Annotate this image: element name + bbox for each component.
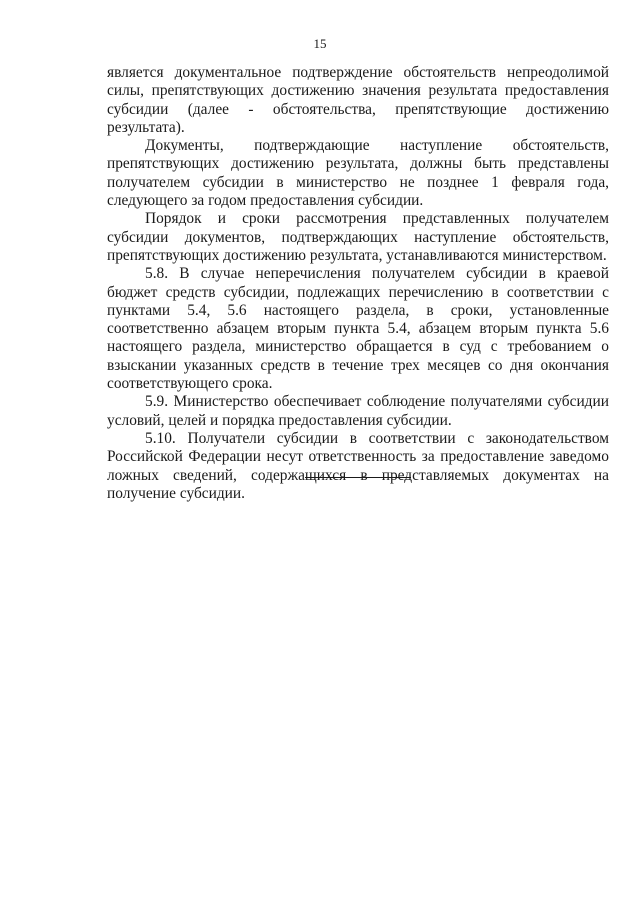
document-body [107,64,609,503]
paragraph-5-10: 5.10. Получатели субсидии в соответствии с законодательством Российской Федерации несут ответственность за предоставление заведомо ложных сведений, содержащихся в представляемых документах на получение субсидии. [107,429,609,502]
paragraph-5-9: 5.9. Министерство обеспечивает соблюдение получателями субсидии условий, целей и порядка предоставления субсидии. [107,393,609,429]
paragraph-supporting-documents: Документы, подтверждающие наступление обстоятельств, препятствующих достижению результата, должны быть представлены получателем субсидии в министерство не позднее 1 февраля года, следующего за годом предоставления субсидии. [107,137,609,210]
end-of-document-rule [305,477,411,478]
page-number: 15 [313,36,327,51]
paragraph-review-procedure: Порядок и сроки рассмотрения представленных получателем субсидии документов, подтверждающих наступление обстоятельств, препятствующих достижению результата, устанавливаются министерством. [107,210,609,264]
paragraph-continuation: является документальное подтверждение обстоятельств непреодолимой силы, препятствующих достижению значения результата предоставления субсидии (далее - обстоятельства, препятствующие достижению результата). [107,64,609,136]
paragraph-5-8: 5.8. В случае неперечисления получателем субсидии в краевой бюджет средств субсидии, подлежащих перечислению в соответствии с пунктами 5.4, 5.6 настоящего раздела, в сроки, установленные соответственно абзацем вторым пункта 5.4, абзацем вторым пункта 5.6 настоящего раздела, министерство обращается в суд с требованием о взыскании указанных средств в течение трех месяцев со дня окончания соответствующего срока. [107,265,609,393]
